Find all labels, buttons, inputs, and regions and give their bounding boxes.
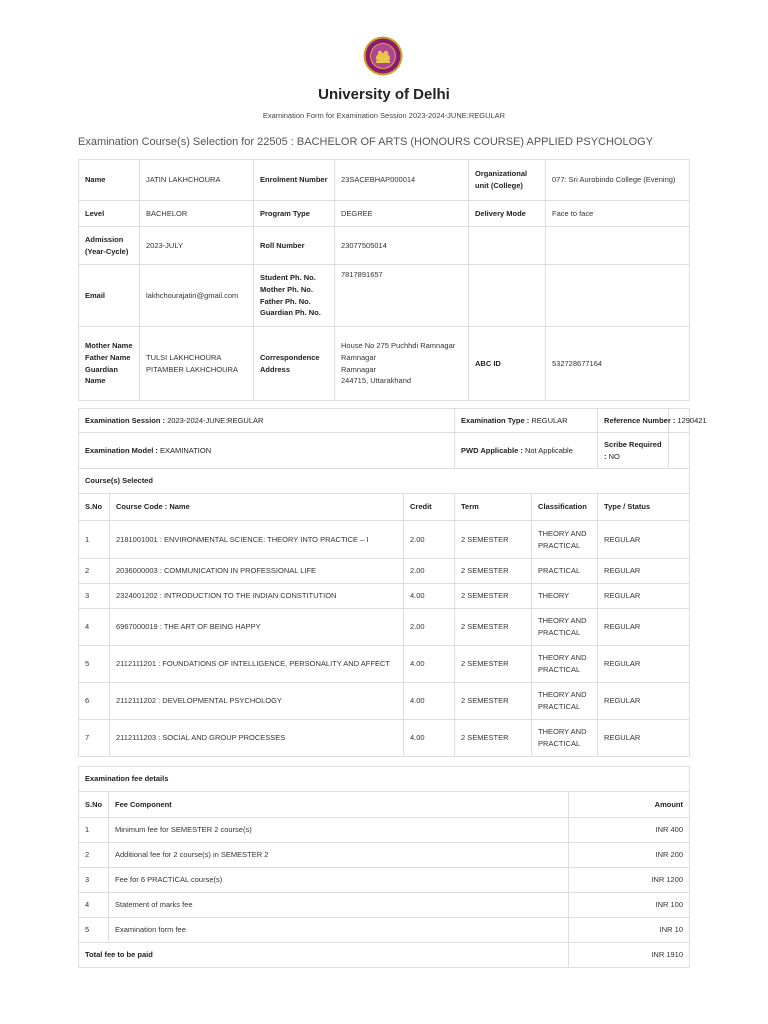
parent-labels [79,327,140,401]
student-phone-label: Student Ph. No. [260,273,316,283]
table-row [79,868,690,893]
table-row [79,521,690,559]
empty-cell [469,265,546,327]
course-credit: 2.00 [404,521,455,559]
exam-model-label: Examination Model [85,445,154,455]
course-selection-heading: Examination Course(s) Selection for 22505 : BACHELOR OF ARTS (HONOURS COURSE) APPLIED PSYCHOLOGY [78,136,654,148]
table-row [79,893,690,918]
empty-cell [546,265,690,327]
table-row [79,683,690,720]
admission-value: 2023-JULY [140,227,254,265]
course-sno: 4 [79,609,110,646]
course-term: 2 SEMESTER [455,683,532,720]
fee-amount: INR 10 [569,918,690,943]
table-row [79,918,690,943]
col-course: Course Code : Name [110,494,404,521]
course-name: 2112111201 : FOUNDATIONS OF INTELLIGENCE, PERSONALITY AND AFFECT [110,646,404,683]
col-term: Term [455,494,532,521]
exam-model-value: EXAMINATION [160,445,212,455]
course-sno: 1 [79,521,110,559]
student-name: JATIN LAKHCHOURA [140,160,254,201]
course-name: 2181001001 : ENVIRONMENTAL SCIENCE: THEORY INTO PRACTICE – I [110,521,404,559]
course-classification: THEORY AND PRACTICAL [532,683,598,720]
course-credit: 2.00 [404,609,455,646]
student-phone-value: 7817891657 [341,270,383,279]
course-term: 2 SEMESTER [455,521,532,559]
course-status: REGULAR [598,720,690,757]
fee-col-sno: S.No [79,792,109,818]
course-classification: THEORY AND PRACTICAL [532,521,598,559]
course-term: 2 SEMESTER [455,559,532,584]
reference-number-label: Reference Number [604,415,671,425]
exam-session-label: Examination Session [85,415,161,425]
course-classification: PRACTICAL [532,559,598,584]
address-label: Correspondence Address [254,327,335,401]
delivery-mode-label: Delivery Mode [469,201,546,227]
admission-label: Admission (Year-Cycle) [79,227,140,265]
pwd-value: Not Applicable [524,445,573,455]
course-status: REGULAR [598,521,690,559]
fee-amount: INR 100 [569,893,690,918]
col-classification: Classification [532,494,598,521]
phone-values [335,265,469,327]
fee-sno: 1 [79,818,109,843]
scribe-label: Scribe Required [604,439,662,449]
course-credit: 2.00 [404,559,455,584]
table-row [79,818,690,843]
fee-col-component: Fee Component [109,792,569,818]
table-row [79,720,690,757]
course-term: 2 SEMESTER [455,609,532,646]
pwd-applicable: PWD Applicable : Not Applicable [455,433,598,469]
total-fee-value: INR 1910 [569,943,690,968]
course-name: 2112111202 : DEVELOPMENTAL PSYCHOLOGY [110,683,404,720]
org-label: Organizational unit (College) [469,160,546,201]
course-status: REGULAR [598,646,690,683]
email-label: Email [79,265,140,327]
level-label: Level [79,201,140,227]
table-row [79,609,690,646]
table-row [79,559,690,584]
fee-component: Additional fee for 2 course(s) in SEMESTER 2 [109,843,569,868]
fee-details-title: Examination fee details [79,767,690,792]
roll-number-label: Roll Number [254,227,335,265]
fee-component: Fee for 6 PRACTICAL course(s) [109,868,569,893]
table-row [79,584,690,609]
exam-fee-table [78,766,690,968]
col-credit: Credit [404,494,455,521]
empty-cell [669,433,690,469]
abc-id-label: ABC ID [469,327,546,401]
father-phone-label: Father Ph. No. [260,296,311,306]
fee-sno: 3 [79,868,109,893]
reference-number: Reference Number : 1290421 [598,409,669,433]
total-fee-label: Total fee to be paid [79,943,569,968]
fee-amount: INR 200 [569,843,690,868]
level-value: BACHELOR [140,201,254,227]
fee-component: Statement of marks fee [109,893,569,918]
col-sno: S.No [79,494,110,521]
course-name: 2324001202 : INTRODUCTION TO THE INDIAN CONSTITUTION [110,584,404,609]
fee-component: Examination form fee [109,918,569,943]
fee-col-amount: Amount [569,792,690,818]
pwd-label: PWD Applicable [461,445,519,455]
mother-phone-label: Mother Ph. No. [260,284,313,294]
exam-model: Examination Model : EXAMINATION [79,433,455,469]
father-name: PITAMBER LAKHCHOURA [146,364,238,374]
address-line: Ramnagar [341,352,377,362]
guardian-name-label: Guardian Name [85,364,118,386]
course-term: 2 SEMESTER [455,584,532,609]
course-sno: 3 [79,584,110,609]
course-sno: 2 [79,559,110,584]
courses-selected-title: Course(s) Selected [79,469,690,494]
col-status: Type / Status [598,494,690,521]
address-value [335,327,469,401]
empty-cell [546,227,690,265]
guardian-phone-label: Guardian Ph. No. [260,308,321,318]
reference-number-value: 1290421 [677,415,707,425]
empty-cell [469,227,546,265]
course-classification: THEORY AND PRACTICAL [532,646,598,683]
course-name: 2036000003 : COMMUNICATION IN PROFESSIONAL LIFE [110,559,404,584]
address-line: 244715, Uttarakhand [341,376,412,386]
course-credit: 4.00 [404,646,455,683]
address-line: House No 275 Puchhdi Ramnagar [341,341,456,351]
abc-id-value: 532728677164 [546,327,690,401]
delivery-mode-value: Face to face [546,201,690,227]
college-name: 077: Sri Aurobindo College (Evening) [546,160,690,201]
course-name: 6967000019 : THE ART OF BEING HAPPY [110,609,404,646]
university-title: University of Delhi [318,86,450,103]
course-classification: THEORY [532,584,598,609]
course-credit: 4.00 [404,584,455,609]
course-classification: THEORY AND PRACTICAL [532,609,598,646]
scribe-value: NO [608,451,620,461]
form-subtitle: Examination Form for Examination Session 2023-2024-JUNE:REGULAR [262,111,506,120]
program-type-value: DEGREE [335,201,469,227]
table-row [79,843,690,868]
course-name: 2112111203 : SOCIAL AND GROUP PROCESSES [110,720,404,757]
fee-component: Minimum fee for SEMESTER 2 course(s) [109,818,569,843]
phone-labels [254,265,335,327]
exam-session: Examination Session : 2023-2024-JUNE:REGULAR [79,409,455,433]
fee-sno: 5 [79,918,109,943]
exam-type-value: REGULAR [531,415,568,425]
course-term: 2 SEMESTER [455,646,532,683]
student-info-table [78,159,690,401]
email-value: lakhchourajatin@gmail.com [140,265,254,327]
course-credit: 4.00 [404,683,455,720]
mother-name: TULSI LAKHCHOURA [146,352,222,362]
exam-courses-table [78,408,707,757]
exam-type: Examination Type : REGULAR [455,409,598,433]
course-status: REGULAR [598,584,690,609]
name-label: Name [79,160,140,201]
address-line: Ramnagar [341,364,377,374]
course-term: 2 SEMESTER [455,720,532,757]
roll-number-value: 23077505014 [335,227,469,265]
fee-amount: INR 1200 [569,868,690,893]
fee-sno: 4 [79,893,109,918]
fee-amount: INR 400 [569,818,690,843]
course-credit: 4.00 [404,720,455,757]
course-classification: THEORY AND PRACTICAL [532,720,598,757]
scribe-required: Scribe Required : NO [598,433,669,469]
course-status: REGULAR [598,559,690,584]
father-name-label: Father Name [85,352,131,362]
university-logo-icon [363,36,403,76]
enrolment-number: 23SACEBHAP000014 [335,160,469,201]
mother-name-label: Mother Name [85,341,133,351]
exam-session-value: 2023-2024-JUNE:REGULAR [167,415,264,425]
course-sno: 5 [79,646,110,683]
fee-sno: 2 [79,843,109,868]
course-sno: 6 [79,683,110,720]
parent-values [140,327,254,401]
enrolment-label: Enrolment Number [254,160,335,201]
course-sno: 7 [79,720,110,757]
course-status: REGULAR [598,609,690,646]
table-row [79,646,690,683]
program-type-label: Program Type [254,201,335,227]
course-status: REGULAR [598,683,690,720]
exam-type-label: Examination Type [461,415,525,425]
